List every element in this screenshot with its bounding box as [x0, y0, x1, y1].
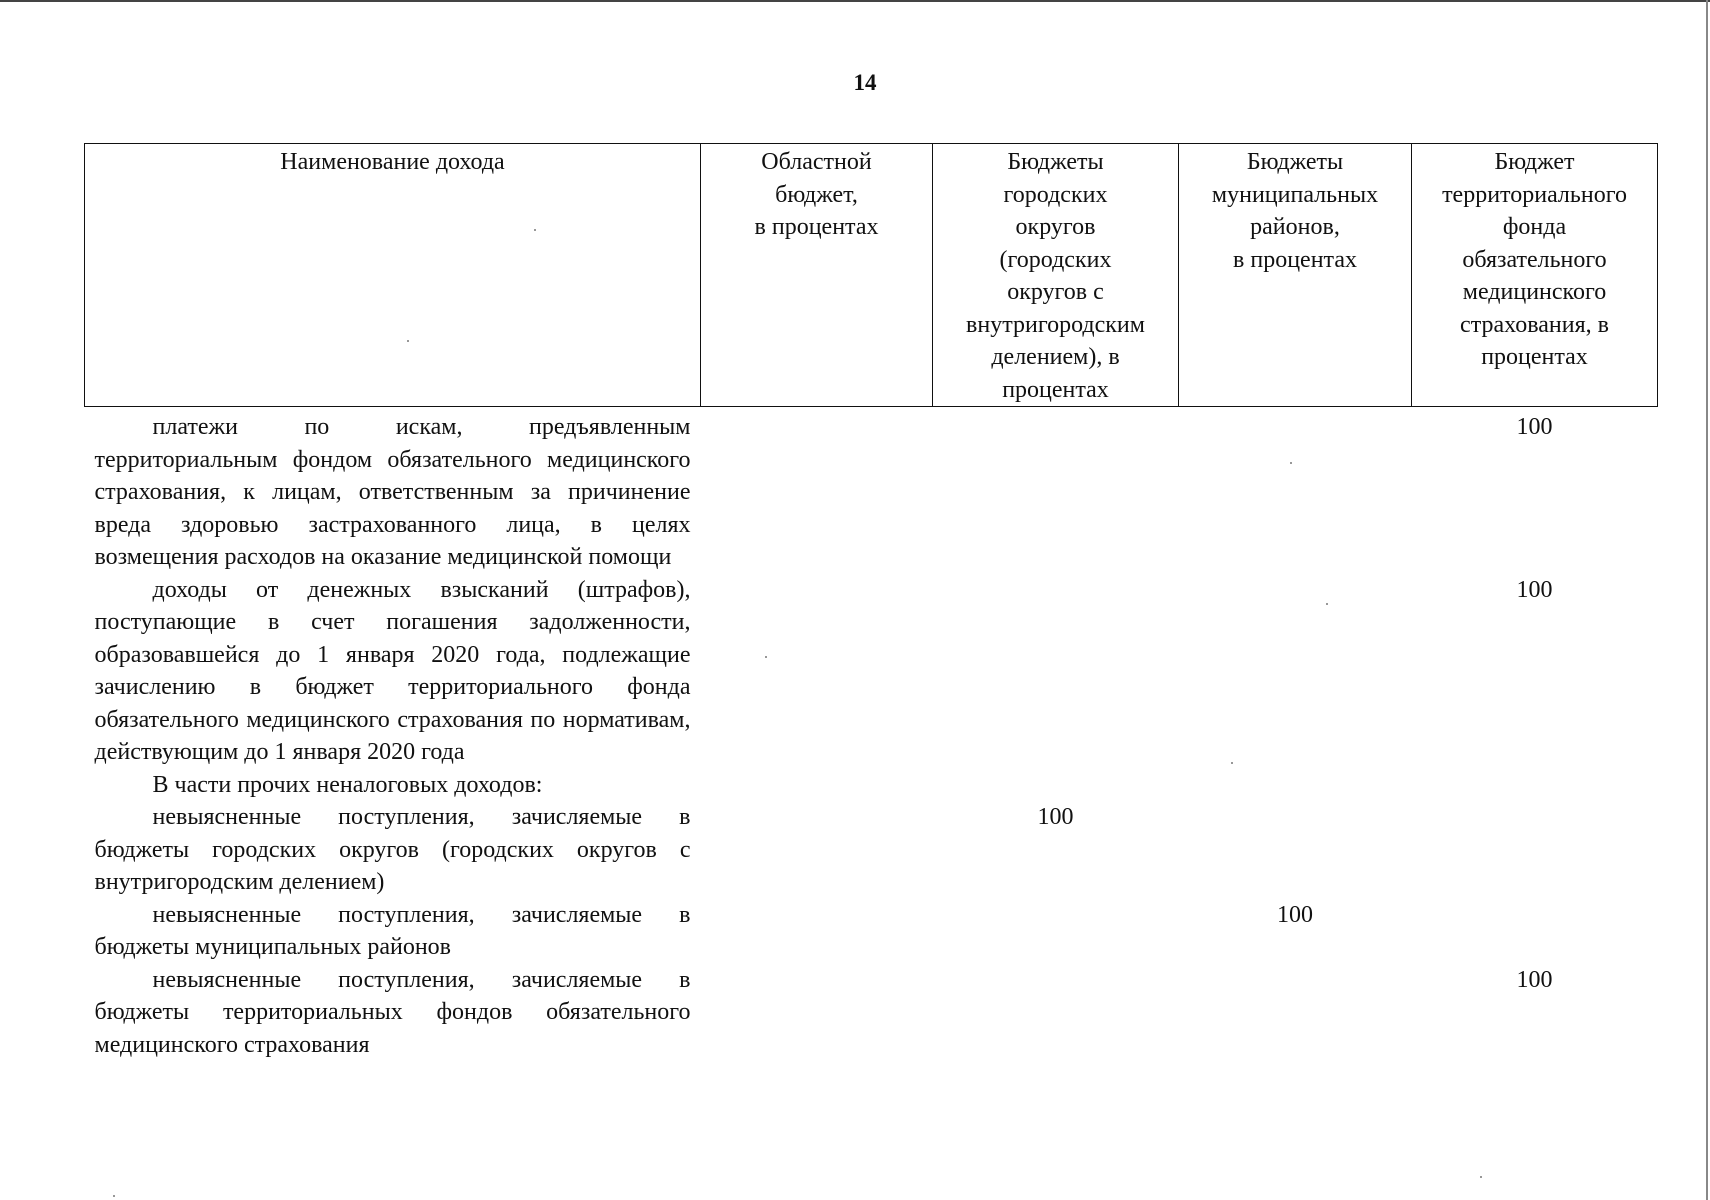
municipal-districts-value-cell — [1179, 769, 1412, 802]
header-city-district-budgets — [933, 144, 1179, 407]
regional-value-cell — [701, 769, 933, 802]
municipal-districts-value-cell — [1179, 574, 1412, 769]
income-name-cell — [85, 964, 701, 1062]
income-name-cell — [85, 574, 701, 769]
header-line: страхования, в — [1460, 311, 1609, 338]
table-row — [85, 407, 1658, 574]
scan-speck — [1480, 1176, 1482, 1178]
header-line: внутригородским — [966, 311, 1145, 338]
city-districts-value-cell — [933, 407, 1179, 574]
scan-speck — [113, 1195, 115, 1197]
municipal-districts-value-cell — [1179, 964, 1412, 1062]
income-name-text: невыясненные поступления, зачисляемые в бюджеты территориальных фондов обязательного медицинского страхования — [94, 966, 691, 1058]
tfoms-value-cell — [1412, 801, 1658, 899]
tfoms-value-cell: 100 — [1516, 414, 1553, 440]
income-name-text: доходы от денежных взысканий (штрафов), поступающие в счет погашения задолженности, образовавшейся до 1 января 2020 года, подлежащие зачислению в бюджет территориального фонда обязательного медицинского страхования по нормативам, действующим до 1 января 2020 года — [94, 576, 691, 765]
header-line: Областной — [761, 149, 872, 175]
table-row — [85, 899, 1658, 964]
city-districts-value-cell — [933, 574, 1179, 769]
table-header-row — [85, 144, 1658, 407]
header-line: в процентах — [754, 214, 879, 240]
city-districts-value-cell: 100 — [1037, 804, 1074, 830]
tfoms-value-cell — [1412, 899, 1658, 964]
income-name-text: невыясненные поступления, зачисляемые в бюджеты городских округов (городских округов с внутригородским делением) — [94, 804, 691, 895]
header-line: Бюджет — [1494, 149, 1575, 175]
regional-value-cell — [701, 964, 933, 1062]
header-tfoms-budget — [1412, 144, 1658, 407]
header-line: Наименование дохода — [280, 149, 505, 175]
header-line: муниципальных — [1211, 181, 1379, 208]
income-name-text: невыясненные поступления, зачисляемые в бюджеты муниципальных районов — [94, 901, 691, 960]
income-name-text: В части прочих неналоговых доходов: — [152, 771, 543, 798]
scan-speck — [407, 340, 409, 342]
header-line: территориального — [1442, 181, 1627, 208]
header-line: процентах — [1481, 344, 1588, 370]
revenue-distribution-table — [84, 143, 1658, 1061]
municipal-districts-value-cell: 100 — [1277, 901, 1313, 928]
header-line: делением), в — [991, 344, 1120, 370]
table-header — [85, 144, 1658, 407]
header-line: фонда — [1502, 214, 1567, 240]
header-line: процентах — [1002, 376, 1109, 403]
scan-speck — [1326, 603, 1328, 605]
income-name-cell — [85, 407, 701, 574]
scan-speck — [1290, 462, 1292, 464]
right-border-line — [1706, 0, 1708, 1200]
header-line: (городских — [999, 246, 1112, 273]
income-name-cell — [85, 801, 701, 899]
income-name-cell — [85, 769, 701, 802]
regional-value-cell — [701, 899, 933, 964]
header-municipal-district-budgets — [1179, 144, 1412, 407]
header-line: в процентах — [1233, 246, 1357, 273]
regional-value-cell — [701, 574, 933, 769]
header-line: Бюджеты — [1246, 149, 1344, 175]
top-border-line — [0, 0, 1710, 2]
page-number: 14 — [853, 70, 877, 95]
header-line: городских — [1003, 181, 1108, 208]
header-income-name — [85, 144, 701, 407]
header-line: медицинского — [1462, 279, 1607, 305]
table-row — [85, 801, 1658, 899]
header-line: бюджет, — [775, 181, 858, 208]
tfoms-value-cell — [1412, 769, 1658, 802]
municipal-districts-value-cell — [1179, 407, 1412, 574]
regional-value-cell — [701, 407, 933, 574]
header-line: Бюджеты — [1007, 149, 1104, 175]
header-line: округов с — [1007, 279, 1104, 305]
municipal-districts-value-cell — [1179, 801, 1412, 899]
regional-value-cell — [701, 801, 933, 899]
city-districts-value-cell — [933, 769, 1179, 802]
income-name-text: платежи по искам, предъявленным территориальным фондом обязательного медицинского страхования, к лицам, ответственным за причинение вреда здоровью застрахованного лица, в целях возмещения расходов на оказание медицинской помощи — [94, 414, 691, 570]
table-row — [85, 574, 1658, 769]
header-line: районов, — [1250, 214, 1340, 240]
city-districts-value-cell — [933, 899, 1179, 964]
scan-speck — [534, 229, 536, 231]
city-districts-value-cell — [933, 964, 1179, 1062]
table-row-section-heading — [85, 769, 1658, 802]
table-row — [85, 964, 1658, 1062]
header-regional-budget — [701, 144, 933, 407]
scan-speck — [765, 656, 767, 658]
tfoms-value-cell: 100 — [1516, 966, 1553, 993]
scan-speck — [1231, 762, 1233, 764]
income-name-cell — [85, 899, 701, 964]
tfoms-value-cell: 100 — [1516, 576, 1553, 603]
header-line: обязательного — [1462, 246, 1607, 273]
table-body — [85, 407, 1658, 1062]
header-line: округов — [1015, 214, 1096, 240]
